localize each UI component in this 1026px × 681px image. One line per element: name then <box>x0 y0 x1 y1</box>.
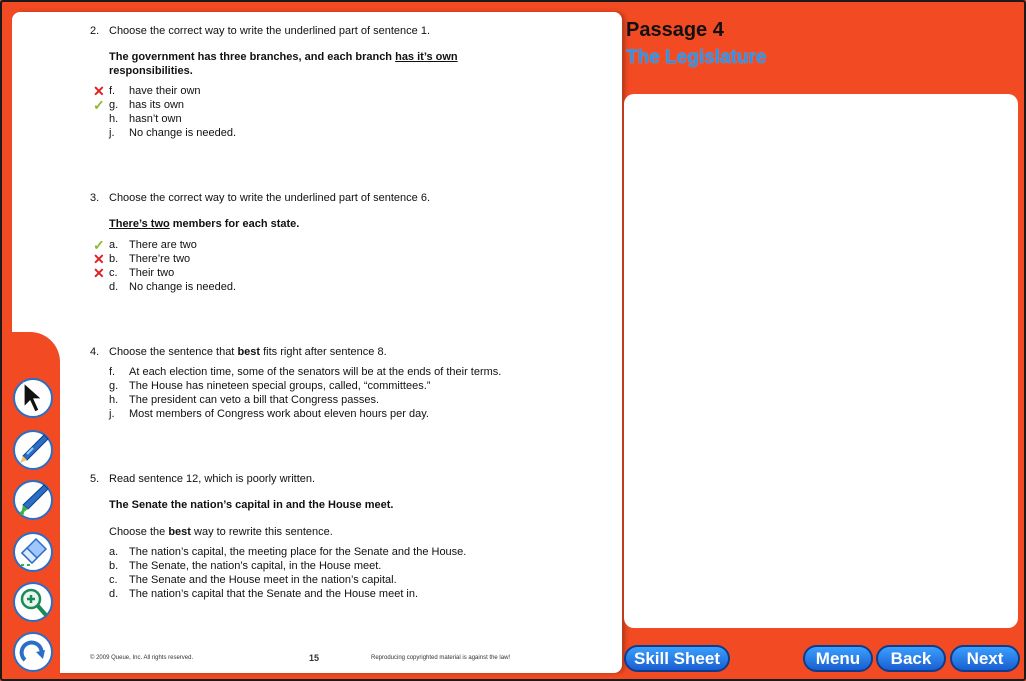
option-g[interactable] <box>109 99 184 111</box>
menu-button[interactable]: Menu <box>803 645 873 672</box>
stem-text: Choose the sentence that <box>109 346 238 358</box>
prompt-text: Choose the <box>109 526 169 538</box>
option-letter: j. <box>109 127 115 139</box>
option-letter: c. <box>109 574 118 586</box>
option-c[interactable] <box>109 574 397 586</box>
question-5-sentence: The Senate the nation’s capital in and the House meet. <box>109 499 394 511</box>
option-b[interactable] <box>109 560 381 572</box>
prompt-bold: best <box>168 526 191 538</box>
back-button[interactable]: Back <box>876 645 946 672</box>
passage-subtitle: The Legislature <box>626 47 767 68</box>
option-f[interactable] <box>109 366 501 378</box>
option-d[interactable] <box>109 281 236 293</box>
option-letter: a. <box>109 239 119 251</box>
option-text: Their two <box>129 267 175 279</box>
question-3-sentence <box>109 218 299 230</box>
option-text: The Senate and the House meet in the nation’s capital. <box>129 574 397 586</box>
option-j[interactable] <box>109 127 236 139</box>
zoom-in-icon <box>17 586 49 618</box>
option-h[interactable] <box>109 113 182 125</box>
option-text: There are two <box>129 239 197 251</box>
option-letter: f. <box>109 366 116 378</box>
option-g[interactable] <box>109 380 430 392</box>
option-b[interactable] <box>109 253 190 265</box>
correct-mark-icon: ✓ <box>93 237 105 253</box>
pen-tool-button[interactable] <box>13 430 53 470</box>
option-text: have their own <box>129 85 201 97</box>
highlighter-icon <box>15 482 51 518</box>
option-c[interactable] <box>109 267 174 279</box>
sentence-text: The government has three branches, and each branch <box>109 51 396 63</box>
underlined-text: has it’s own <box>395 51 458 63</box>
skill-sheet-button[interactable]: Skill Sheet <box>624 645 730 672</box>
page-number: 15 <box>309 653 320 663</box>
question-number: 5. <box>90 473 100 485</box>
option-a[interactable] <box>109 546 466 558</box>
option-letter: h. <box>109 113 119 125</box>
zoom-tool-button[interactable] <box>13 582 53 622</box>
highlighter-tool-button[interactable] <box>13 480 53 520</box>
underlined-text: There’s two <box>109 218 170 230</box>
rotate-tool-button[interactable] <box>13 632 53 672</box>
option-text: has its own <box>129 99 185 111</box>
question-5-prompt <box>109 526 333 538</box>
pen-icon <box>15 432 51 468</box>
copyright-text: © 2009 Queue, Inc. All rights reserved. <box>90 655 194 661</box>
stem-text: fits right after sentence 8. <box>260 346 387 358</box>
question-stem <box>109 346 387 358</box>
question-number: 2. <box>90 25 100 37</box>
sentence-text: members for each state. <box>169 218 300 230</box>
option-text: There’re two <box>129 253 191 265</box>
option-text: The president can veto a bill that Congress passes. <box>129 394 380 406</box>
stem-bold: best <box>237 346 261 358</box>
question-2-sentence-cont: responsibilities. <box>109 65 193 77</box>
option-text: The nation’s capital that the Senate and the House meet in. <box>129 588 419 600</box>
passage-title: Passage 4 <box>626 19 724 41</box>
eraser-icon <box>16 535 50 569</box>
next-button[interactable]: Next <box>950 645 1020 672</box>
option-letter: g. <box>109 380 119 392</box>
question-number: 4. <box>90 346 100 358</box>
option-d[interactable] <box>109 588 418 600</box>
wrong-mark-icon: ✕ <box>93 265 105 281</box>
question-stem: Choose the correct way to write the underlined part of sentence 6. <box>109 192 431 204</box>
rotate-arrow-icon <box>17 636 49 668</box>
option-letter: h. <box>109 394 119 406</box>
eraser-tool-button[interactable] <box>13 532 53 572</box>
option-letter: g. <box>109 99 119 111</box>
question-stem: Read sentence 12, which is poorly written. <box>109 473 316 485</box>
wrong-mark-icon: ✕ <box>93 83 105 99</box>
option-letter: d. <box>109 588 119 600</box>
question-number: 3. <box>90 192 100 204</box>
option-text: No change is needed. <box>129 127 237 139</box>
option-letter: b. <box>109 253 119 265</box>
pointer-tool-button[interactable] <box>13 378 53 418</box>
cursor-arrow-icon <box>18 381 48 415</box>
option-letter: a. <box>109 546 119 558</box>
wrong-mark-icon: ✕ <box>93 251 105 267</box>
option-h[interactable] <box>109 394 379 406</box>
option-a[interactable] <box>109 239 197 251</box>
option-letter: j. <box>109 408 115 420</box>
option-text: No change is needed. <box>129 281 237 293</box>
option-letter: b. <box>109 560 119 572</box>
option-letter: d. <box>109 281 119 293</box>
passage-panel <box>624 94 1018 628</box>
option-text: Most members of Congress work about eleven hours per day. <box>129 408 429 420</box>
option-text: The House has nineteen special groups, called, “committees.” <box>129 380 431 392</box>
option-text: The nation’s capital, the meeting place for the Senate and the House. <box>129 546 467 558</box>
option-letter: c. <box>109 267 118 279</box>
option-j[interactable] <box>109 408 429 420</box>
correct-mark-icon: ✓ <box>93 97 105 113</box>
question-2-sentence <box>109 51 458 63</box>
copyright-notice: Reproducing copyrighted material is against the law! <box>371 655 511 661</box>
option-letter: f. <box>109 85 116 97</box>
option-f[interactable] <box>109 85 201 97</box>
question-stem: Choose the correct way to write the underlined part of sentence 1. <box>109 25 431 37</box>
prompt-text: way to rewrite this sentence. <box>190 526 333 538</box>
option-text: At each election time, some of the senators will be at the ends of their terms. <box>129 366 502 378</box>
option-text: The Senate, the nation’s capital, in the House meet. <box>129 560 382 572</box>
option-text: hasn’t own <box>129 113 182 125</box>
